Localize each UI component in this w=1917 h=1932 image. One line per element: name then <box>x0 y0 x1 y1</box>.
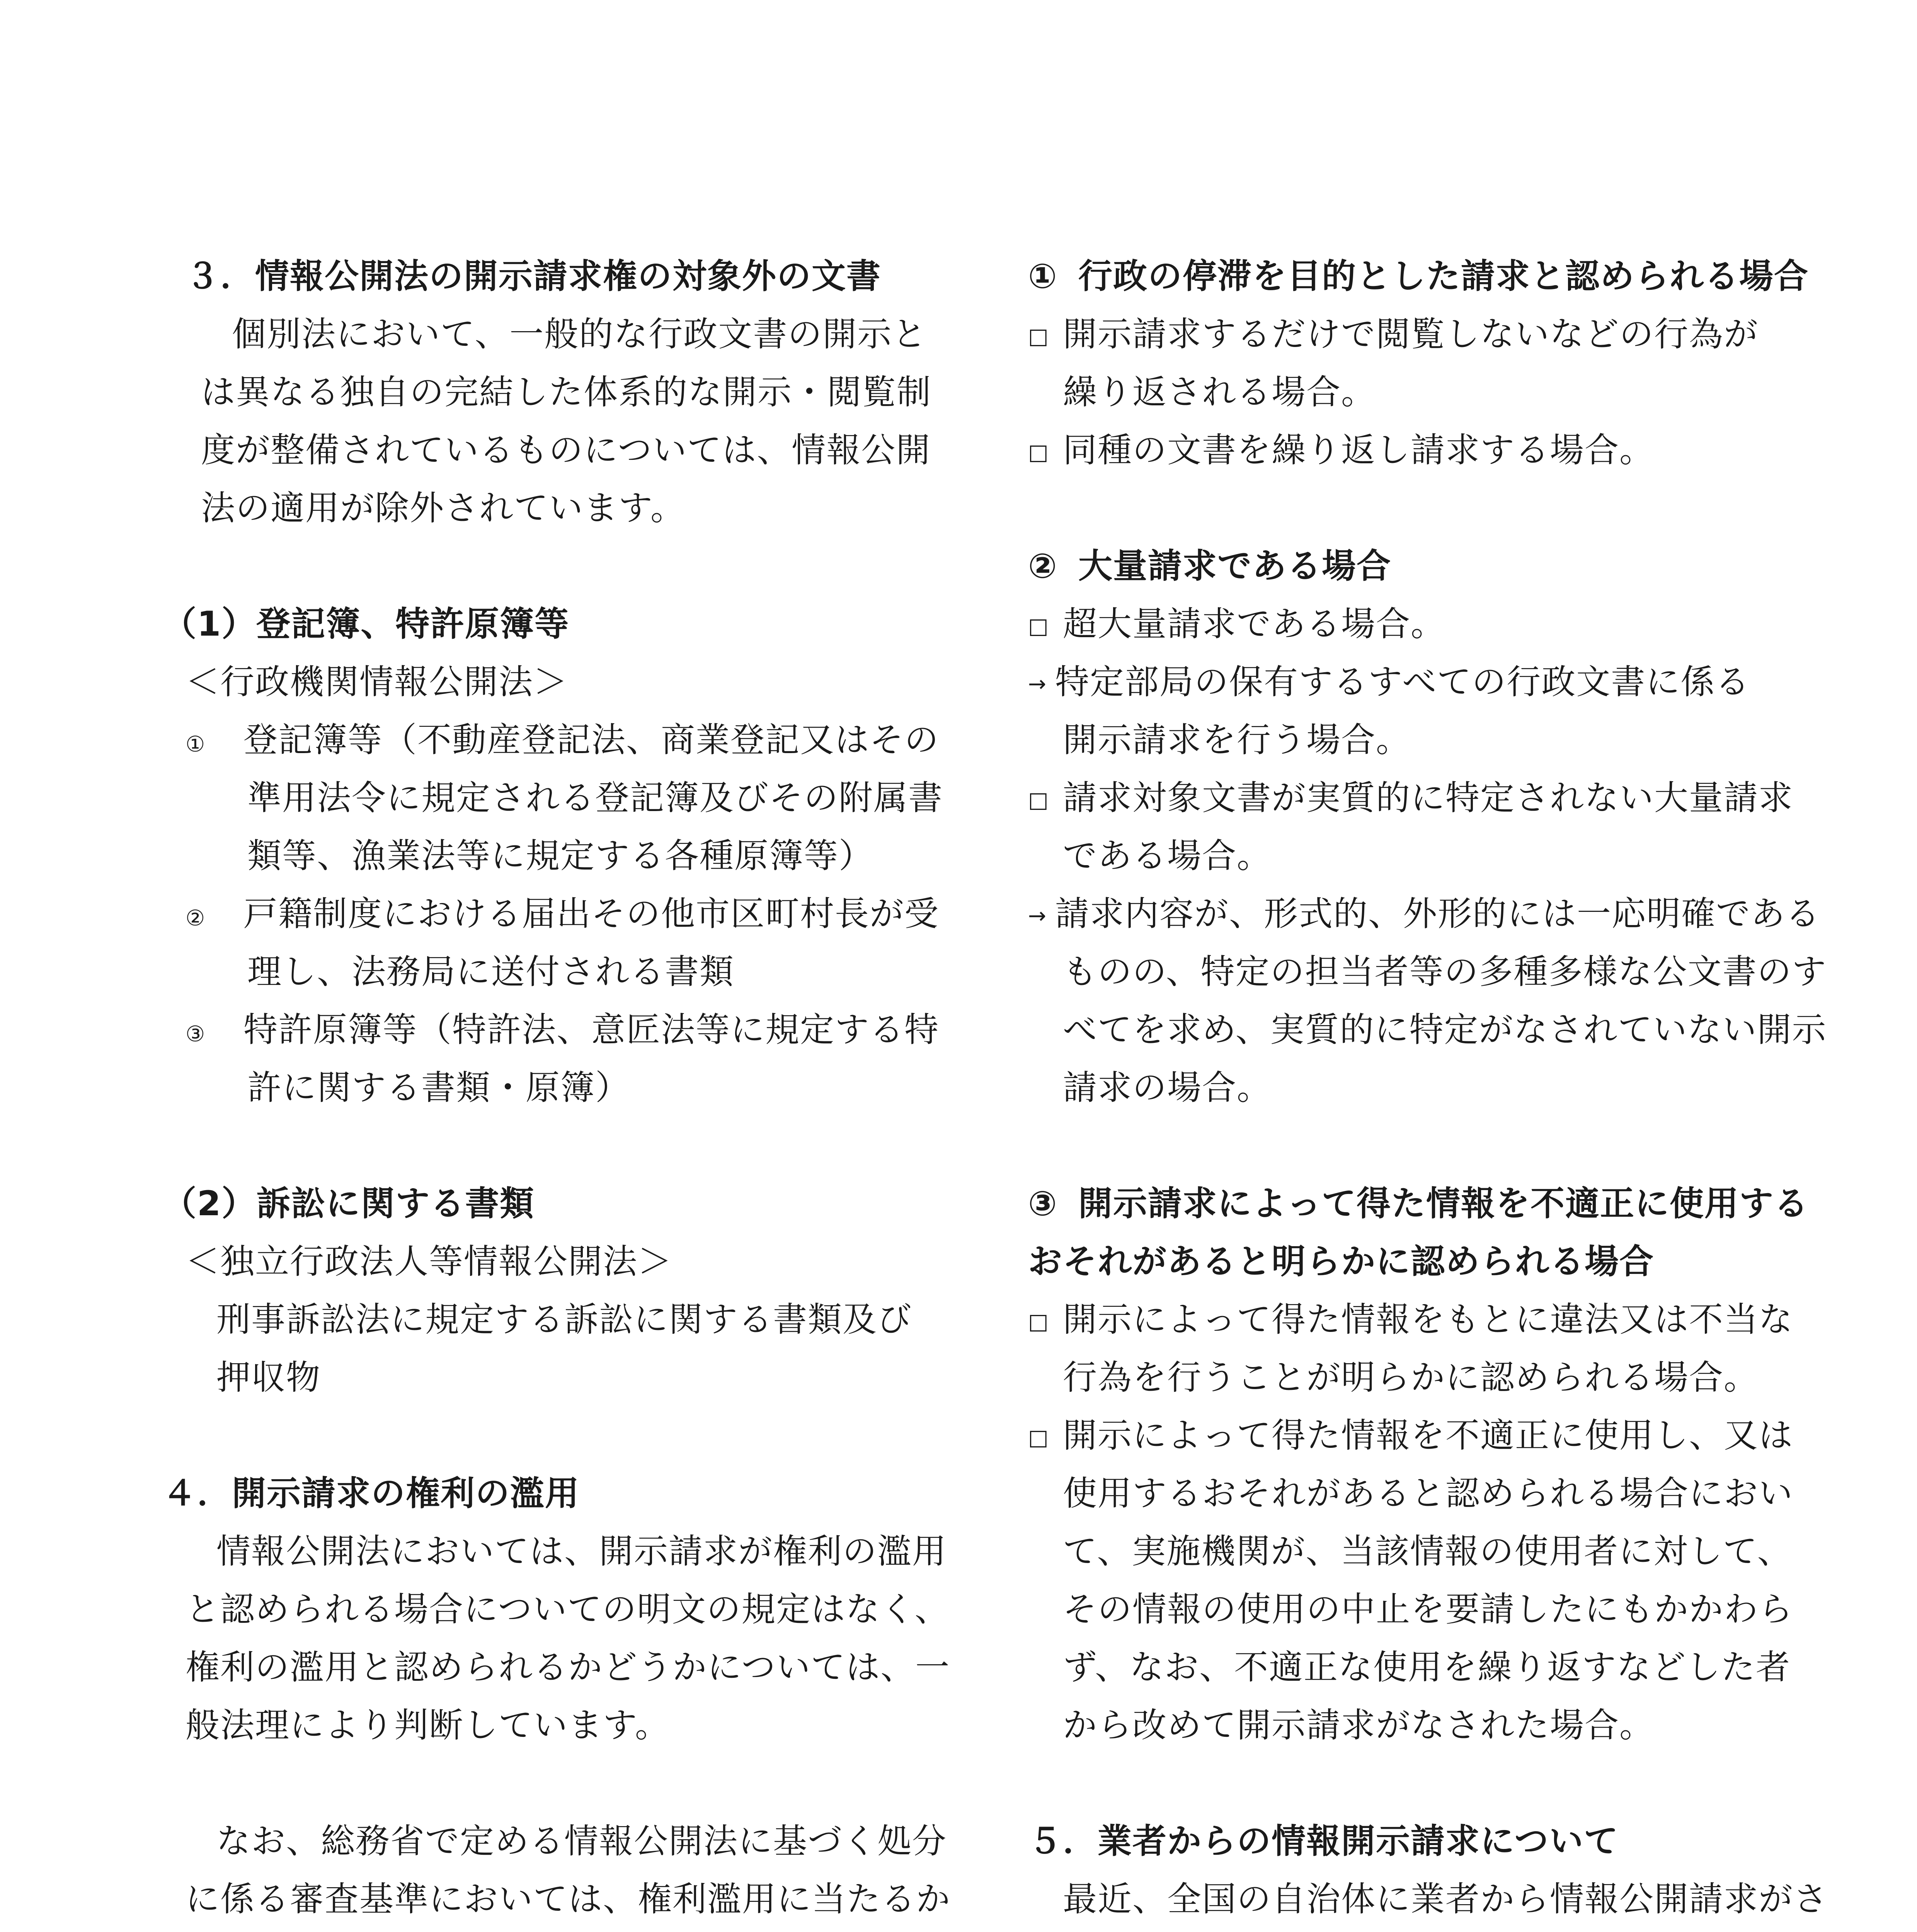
paragraph-line: 最近、全国の自治体に業者から情報公開請求がさ <box>1063 1879 1828 1919</box>
checkbox-bullet-icon: □ <box>1028 324 1049 349</box>
bullet-item-cont: 繰り返される場合。 <box>1063 372 1376 412</box>
paragraph-line: 度が整備されているものについては、情報公開 <box>201 430 931 470</box>
checkbox-bullet-icon: □ <box>1028 440 1049 465</box>
case-1-title: ① 行政の停滞を目的とした請求と認められる場合 <box>1028 247 1832 305</box>
bullet-item-cont: ものの、特定の担当者等の多種多様な公文書のす <box>1063 952 1827 992</box>
list-item: ① 登記簿等（不動産登記法、商業登記又はその <box>162 711 951 769</box>
right-column <box>1028 247 1832 1932</box>
item-number: ① <box>186 732 206 757</box>
bullet-item: □ 開示によって得た情報を不適正に使用し、又は <box>1028 1406 1832 1464</box>
paragraph-line: 法の適用が除外されています。 <box>201 488 685 528</box>
paragraph-line: に係る審査基準においては、権利濫用に当たるか <box>186 1879 951 1919</box>
bullet-item-cont: その情報の使用の中止を要請したにもかかわら <box>1063 1589 1794 1629</box>
paragraph-line: 権利の濫用と認められるかどうかについては、一 <box>186 1647 950 1687</box>
list-item-cont: 許に関する書類・原簿） <box>247 1068 630 1107</box>
law-label: ＜独立行政法人等情報公開法＞ <box>186 1242 673 1281</box>
bullet-item-cont: から改めて開示請求がなされた場合。 <box>1063 1705 1655 1745</box>
bullet-item: □ 同種の文書を繰り返し請求する場合。 <box>1028 421 1832 479</box>
bullet-item-cont: である場合。 <box>1063 836 1272 876</box>
bullet-item: → 請求内容が、形式的、外形的には一応明確である <box>1028 885 1832 943</box>
paragraph-line: 般法理により判断しています。 <box>186 1705 670 1745</box>
bullet-item: □ 開示によって得た情報をもとに違法又は不当な <box>1028 1291 1832 1349</box>
section-3-title: ３．情報公開法の開示請求権の対象外の文書 <box>186 256 882 296</box>
case-3-title: ③ 開示請求によって得た情報を不適正に使用する <box>1028 1175 1832 1233</box>
arrow-right-icon: → <box>1028 903 1047 929</box>
left-column <box>162 247 951 1932</box>
bullet-item-cont: ず、なお、不適正な使用を繰り返すなどした者 <box>1063 1647 1791 1687</box>
paragraph-line: なお、総務省で定める情報公開法に基づく処分 <box>216 1821 947 1861</box>
list-item: ③ 特許原簿等（特許法、意匠法等に規定する特 <box>162 1001 951 1059</box>
checkbox-bullet-icon: □ <box>1028 1425 1049 1451</box>
section-5-title: ５．業者からの情報開示請求について <box>1028 1821 1619 1861</box>
circled-number: ① <box>1028 256 1058 296</box>
list-item-cont: 準用法令に規定される登記簿及びその附属書 <box>247 778 943 818</box>
paragraph-line: 刑事訴訟法に規定する訴訟に関する書類及び <box>216 1299 913 1339</box>
bullet-item: □ 開示請求するだけで閲覧しないなどの行為が <box>1028 305 1832 363</box>
section-4-title: ４．開示請求の権利の濫用 <box>162 1473 580 1513</box>
checkbox-bullet-icon: □ <box>1028 614 1049 639</box>
bullet-item-cont: て、実施機関が、当該情報の使用者に対して、 <box>1063 1531 1792 1571</box>
bullet-item-cont: 開示請求を行う場合。 <box>1063 720 1411 760</box>
item-number: ③ <box>186 1022 206 1047</box>
paragraph-line <box>162 1928 951 1932</box>
subsection-3-1-title: （1）登記簿、特許原簿等 <box>162 604 570 644</box>
bullet-item-cont: べてを求め、実質的に特定がなされていない開示 <box>1063 1010 1827 1049</box>
bullet-item-cont: 行為を行うことが明らかに認められる場合。 <box>1063 1357 1759 1397</box>
circled-number: ③ <box>1028 1184 1058 1223</box>
checkbox-bullet-icon: □ <box>1028 1309 1049 1335</box>
bullet-item: → 特定部局の保有するすべての行政文書に係る <box>1028 653 1832 711</box>
case-2-title: ② 大量請求である場合 <box>1028 537 1832 595</box>
circled-number: ② <box>1028 546 1058 586</box>
list-item-cont: 類等、漁業法等に規定する各種原簿等） <box>247 836 874 876</box>
list-item: ② 戸籍制度における届出その他市区町村長が受 <box>162 885 951 943</box>
list-item-cont: 理し、法務局に送付される書類 <box>247 952 735 992</box>
paragraph-line: は異なる独自の完結した体系的な開示・閲覧制 <box>201 372 932 412</box>
law-label: ＜行政機関情報公開法＞ <box>186 662 569 702</box>
paragraph-line: 情報公開法においては、開示請求が権利の濫用 <box>216 1531 947 1571</box>
arrow-right-icon: → <box>1028 672 1047 697</box>
paragraph-line: 押収物 <box>216 1357 321 1397</box>
bullet-item-cont: 使用するおそれがあると認められる場合におい <box>1063 1473 1794 1513</box>
bullet-item: □ 超大量請求である場合。 <box>1028 595 1832 653</box>
checkbox-bullet-icon: □ <box>1028 787 1049 813</box>
paragraph-line: 個別法において、一般的な行政文書の開示と <box>232 314 927 354</box>
bullet-item: □ 請求対象文書が実質的に特定されない大量請求 <box>1028 769 1832 827</box>
case-3-title-cont: おそれがあると明らかに認められる場合 <box>1028 1242 1655 1281</box>
bullet-item-cont: 請求の場合。 <box>1063 1068 1272 1107</box>
item-number: ② <box>186 906 206 931</box>
subsection-3-2-title: （2）訴訟に関する書類 <box>162 1184 535 1223</box>
paragraph-line <box>1028 1928 1832 1932</box>
paragraph-line: と認められる場合についての明文の規定はなく、 <box>186 1589 950 1629</box>
